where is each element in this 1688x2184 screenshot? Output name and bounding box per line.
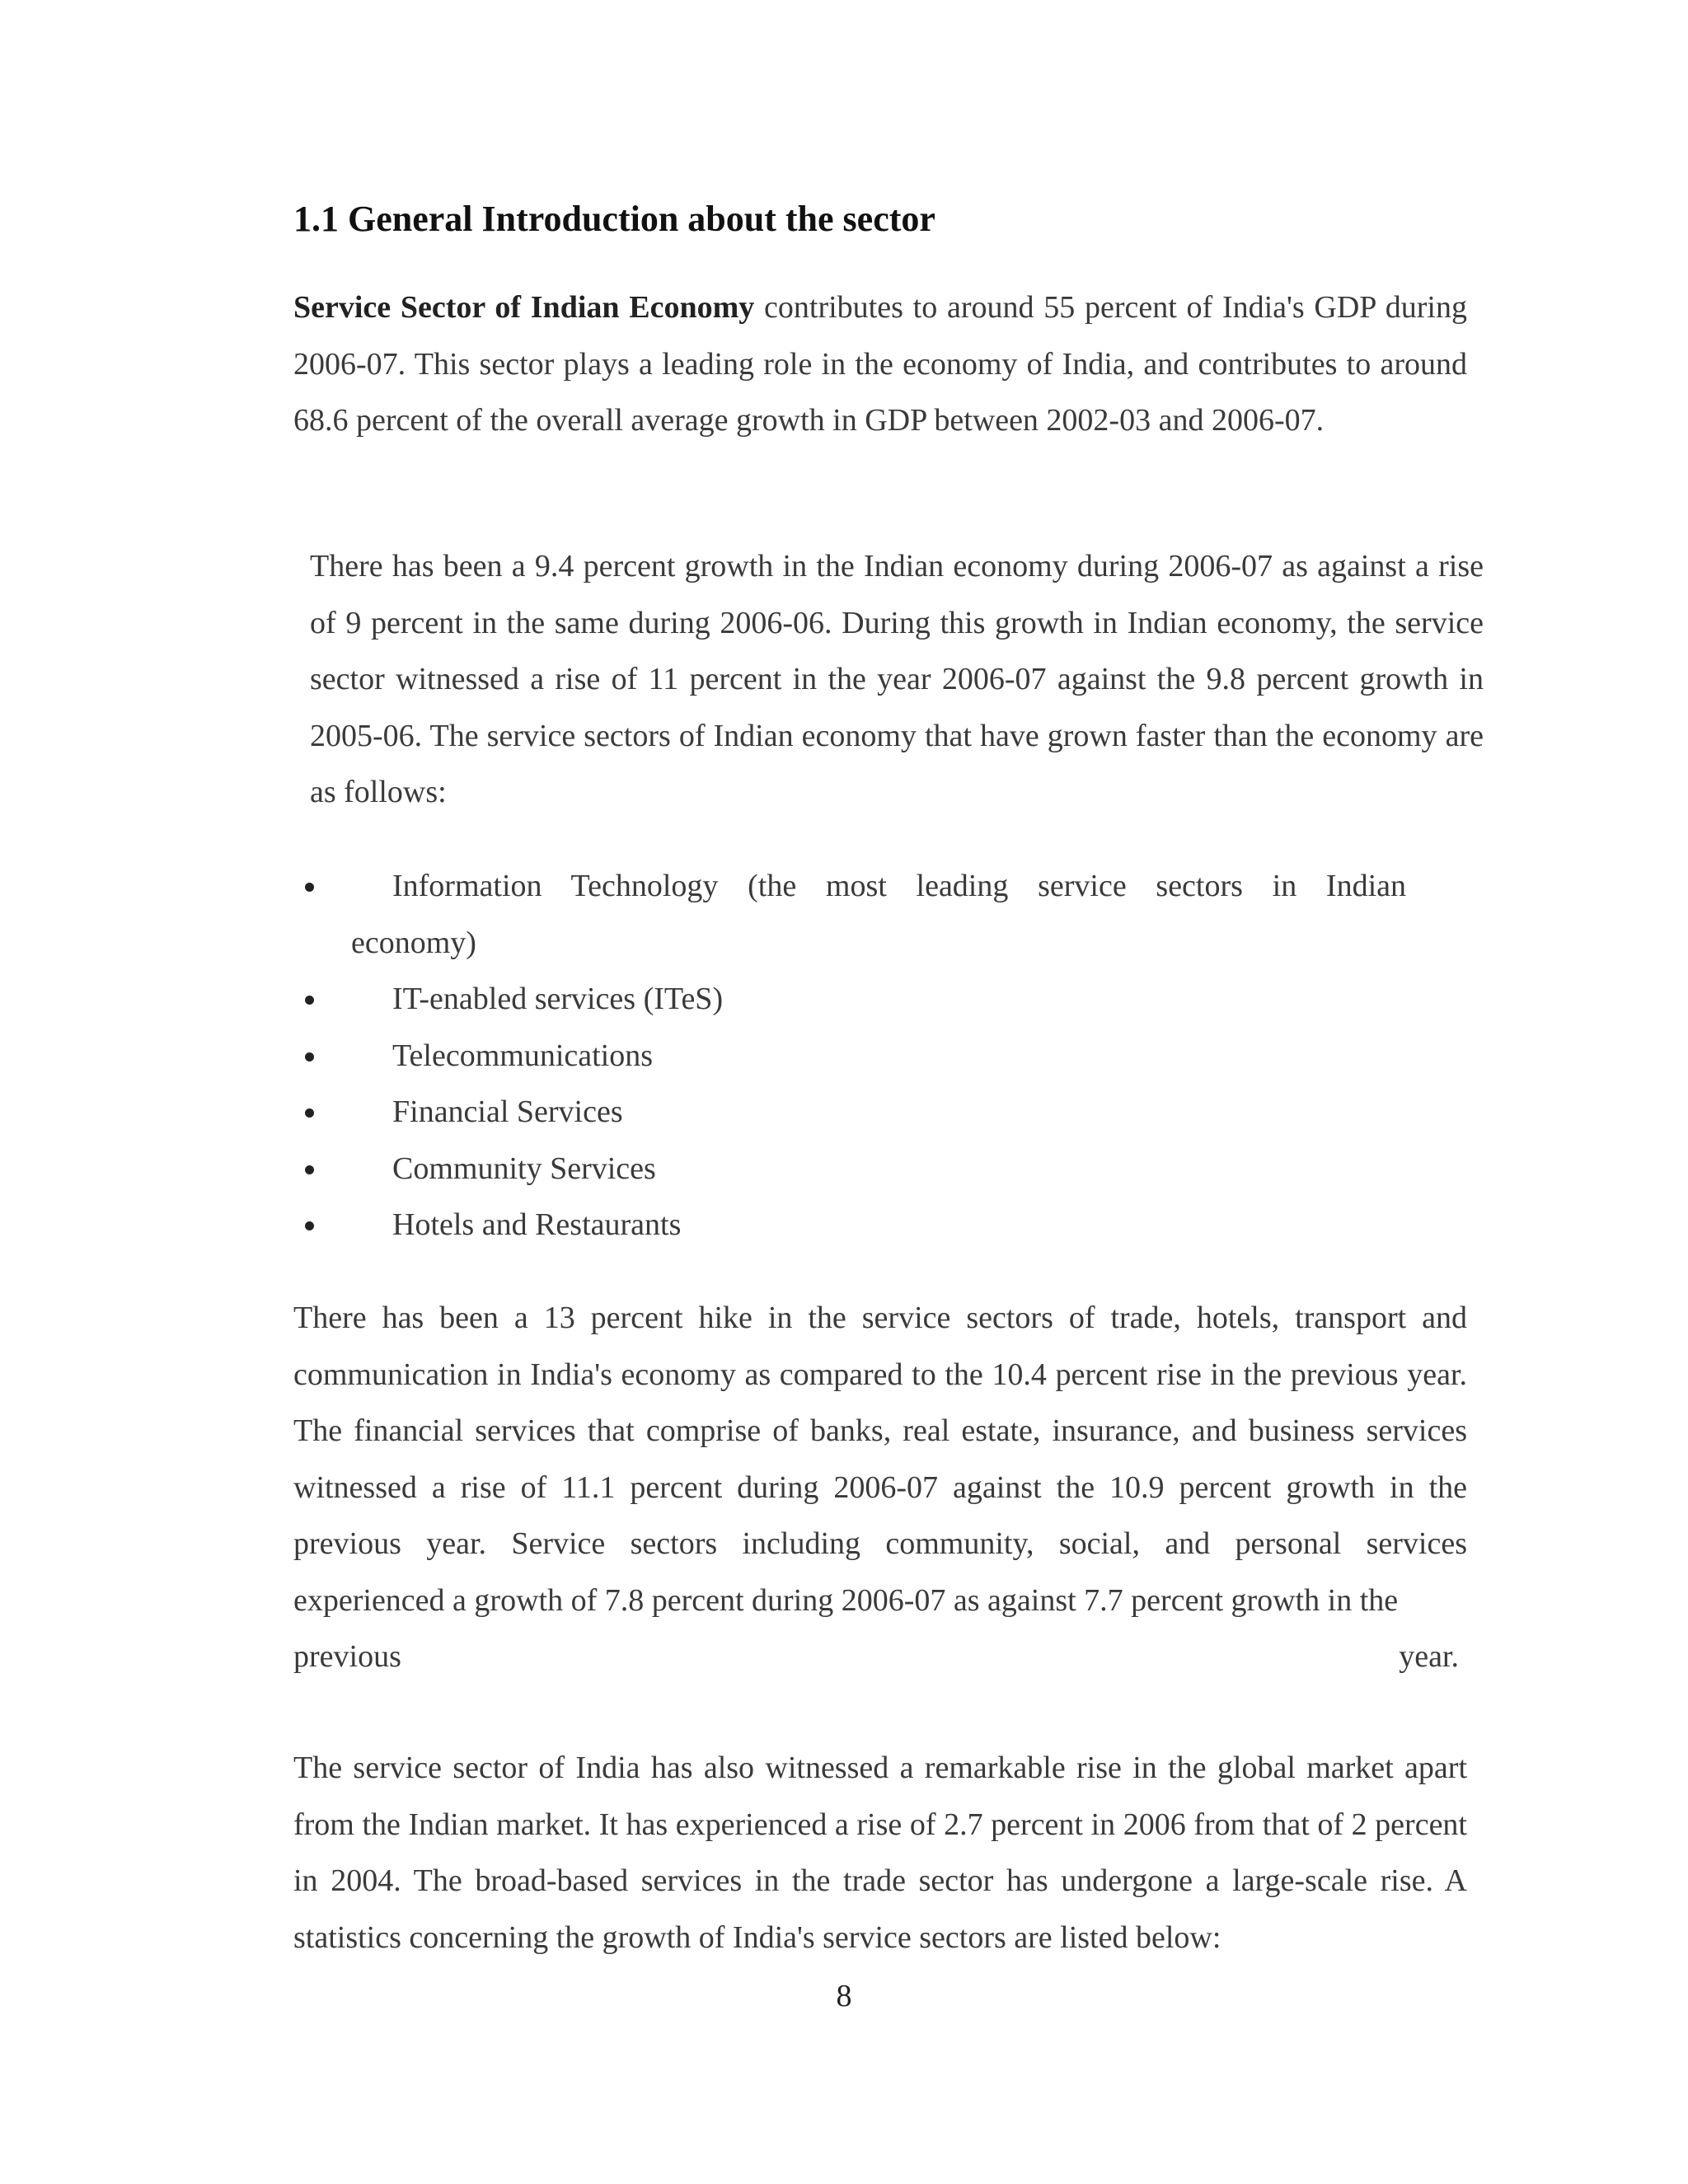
bullet-icon: [305, 1108, 314, 1118]
paragraph-body: There has been a 13 percent hike in the service sectors of trade, hotels, transport and communication in India's economy as compared to the 10.4 percent rise in the previous year. The financial services that comprise of banks, real estate, insurance, and business services witnessed a rise of 11.1 percent during 2006-07 against the 10.9 percent growth in the previous year. Service sectors including community, social, and personal services experienced a growth of 7.8 percent during 2006-07 as against 7.7 percent growth in the: [293, 1301, 1467, 1618]
paragraph-global-market: The service sector of India has also witnessed a remarkable rise in the global market apart from the Indian market. It has experienced a rise of 2.7 percent in 2006 from that of 2 percent in 2004. The broad-based services in the trade sector has undergone a large-scale rise. A statistics concerning the growth of India's service sectors are listed below:: [293, 1750, 1467, 1955]
page-number: 8: [836, 1979, 852, 2013]
list-item: [293, 1141, 1467, 1197]
list-item-text: Information Technology (the most leading service sectors in Indian: [392, 869, 1406, 903]
service-sector-list: [293, 858, 1467, 1254]
list-item-text: IT-enabled services (ITeS): [392, 982, 724, 1016]
list-item: [293, 1197, 1467, 1254]
list-item-continuation: economy): [351, 925, 476, 960]
paragraph-last-word-left: previous: [293, 1639, 401, 1674]
paragraph-body: contributes to around 55 percent of India's GDP during 2006-07. This sector plays a leading role in the economy of India, and contributes to around 68.6 percent of the overall average growth in GDP between 2002-03 and 2006-07.: [293, 290, 1467, 438]
list-item-text: Telecommunications: [392, 1038, 654, 1073]
section-heading: 1.1 General Introduction about the sector: [293, 199, 935, 239]
list-item: [293, 971, 1467, 1028]
bullet-icon: [305, 1165, 314, 1174]
paragraph-lead-term: Service Sector of Indian Economy: [293, 290, 755, 325]
bullet-icon: [305, 996, 314, 1005]
list-item: [293, 858, 1467, 971]
list-item-text: Community Services: [392, 1151, 656, 1186]
paragraph-sector-growth-details: [293, 1290, 1467, 1685]
paragraph-last-word-right: year.: [1399, 1639, 1459, 1674]
paragraph-service-sector-intro: [293, 279, 1467, 449]
paragraph-growth-overview: There has been a 9.4 percent growth in the Indian economy during 2006-07 as against a rise of 9 percent in the same during 2006-06. During this growth in Indian economy, the service sector witnessed a rise of 11 percent in the year 2006-07 against the 9.8 percent growth in 2005-06. The service sectors of Indian economy that have grown faster than the economy are as follows:: [310, 549, 1484, 809]
list-item-text: Hotels and Restaurants: [392, 1207, 682, 1242]
paragraph-last-line: [293, 1629, 1467, 1685]
list-item: [293, 1084, 1467, 1141]
bullet-icon: [305, 1221, 314, 1230]
list-item-text: Financial Services: [392, 1094, 623, 1129]
bullet-icon: [305, 1052, 314, 1062]
list-item: [293, 1028, 1467, 1085]
bullet-icon: [305, 883, 314, 892]
